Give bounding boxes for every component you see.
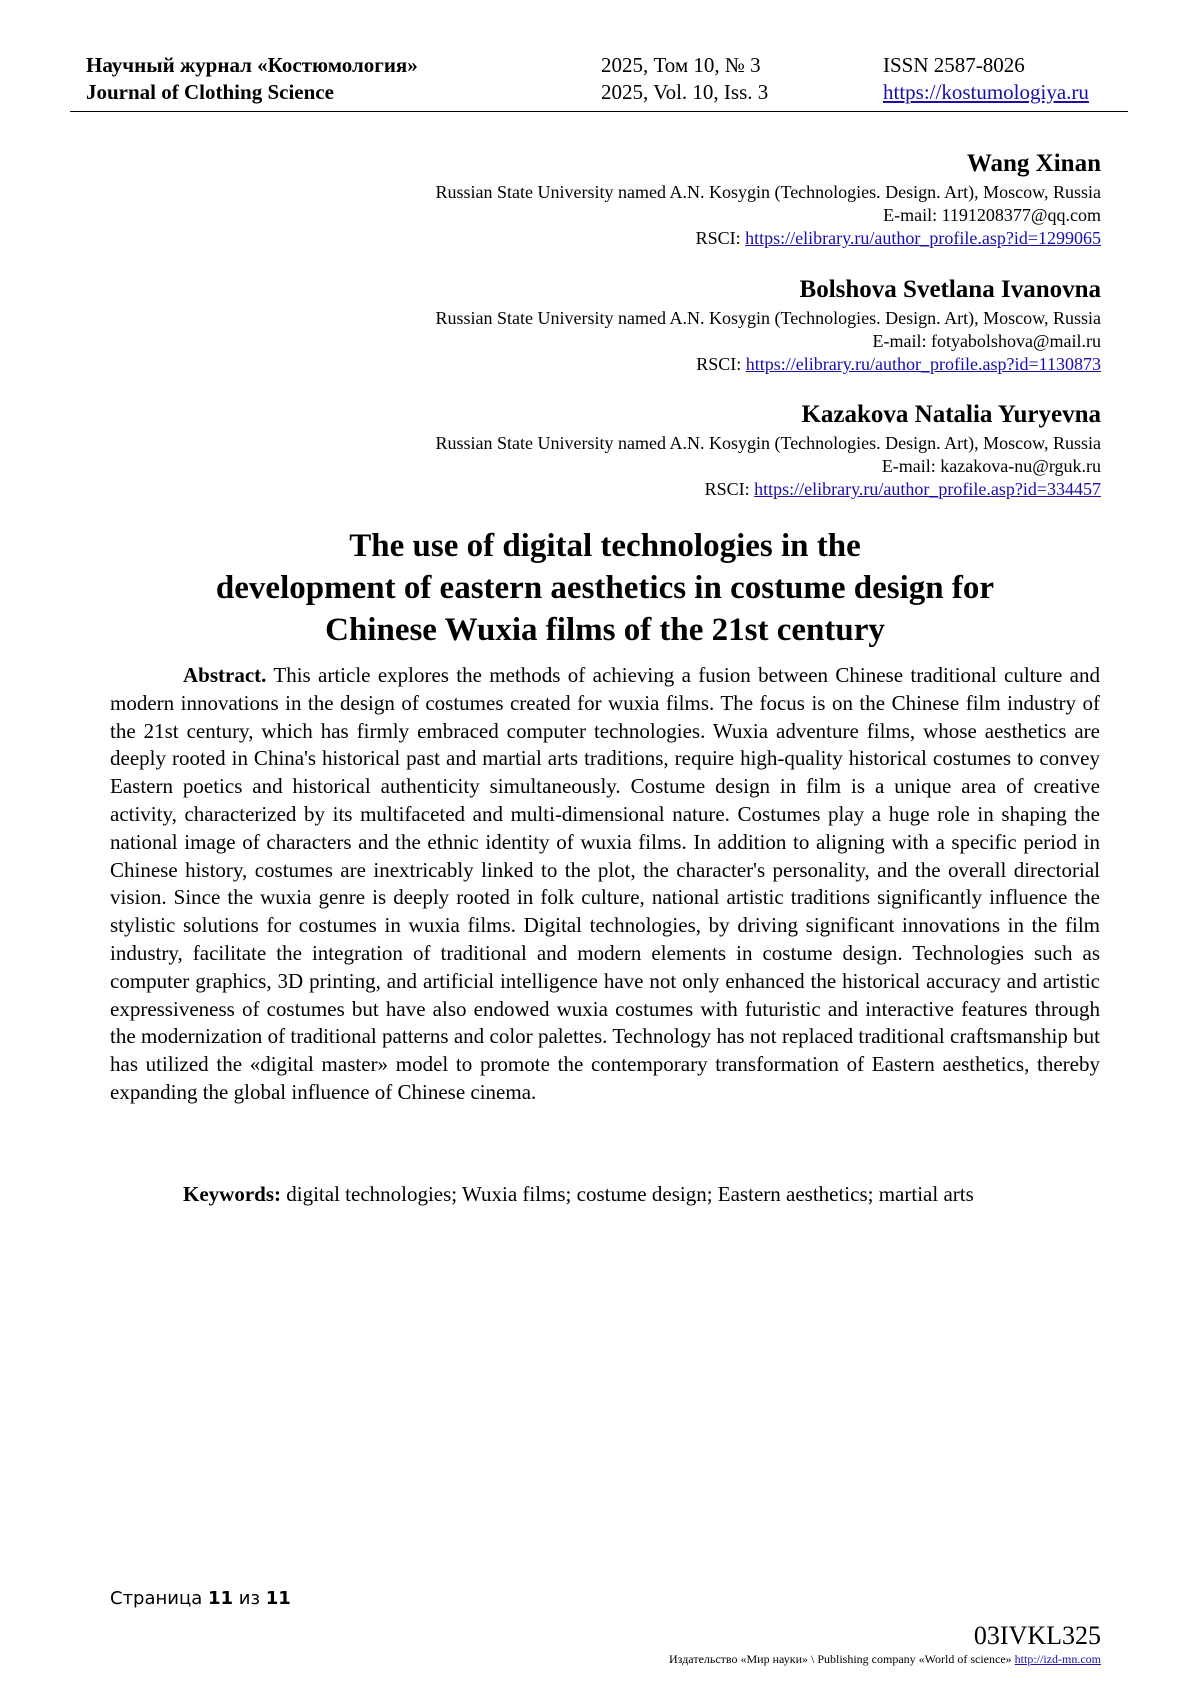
rsci-link[interactable]: https://elibrary.ru/author_profile.asp?id=1299065: [745, 228, 1101, 248]
issn: ISSN 2587-8026: [883, 53, 1025, 77]
publisher-text: Издательство «Мир науки» \ Publishing company «World of science»: [669, 1652, 1015, 1666]
author-block: [435, 399, 1101, 501]
page-current: 11: [207, 1588, 234, 1609]
issn-block: [883, 52, 1089, 106]
article-code: 03IVKL325: [973, 1621, 1101, 1650]
issue-ru: 2025, Том 10, № 3: [601, 53, 761, 77]
issue-en: 2025, Vol. 10, Iss. 3: [601, 80, 769, 104]
author-name: Wang Xinan: [966, 150, 1101, 177]
title-line: The use of digital technologies in the: [349, 528, 861, 564]
rsci-label: RSCI:: [704, 479, 755, 499]
abstract-text: This article explores the methods of achieving a fusion between Chinese traditional culture and modern innovations in the design of costumes created for wuxia films. The focus is on the Chinese film industry of the 21st century, which has firmly embraced computer technologies. Wuxia adventure films, whose aesthetics are deeply rooted in China's historical past and martial arts traditions, require high-quality historical costumes to convey Eastern poetics and historical authenticity simultaneously. Costume design in film is a unique area of creative activity, characterized by its multifaceted and multi-dimensional nature. Costumes play a huge role in shaping the national image of characters and the ethnic identity of wuxia films. In addition to aligning with a specific period in Chinese history, costumes are inextricably linked to the plot, the character's personality, and the overall directorial vision. Since the wuxia genre is deeply rooted in folk culture, national artistic traditions significantly influence the stylistic solutions for costumes in wuxia films. Digital technologies, by driving significant innovations in the film industry, facilitate the integration of traditional and modern elements in costume design. Technologies such as computer graphics, 3D printing, and artificial intelligence have not only enhanced the historical accuracy and artistic expressiveness of costumes but have also endowed wuxia costumes with futuristic and interactive features through the modernization of traditional patterns and color palettes. Technology has not replaced traditional craftsmanship but has utilized the «digital master» model to promote the contemporary transformation of Eastern aesthetics, thereby expanding the global influence of Chinese cinema.: [110, 663, 1100, 1104]
header-divider: [70, 111, 1128, 112]
author-email: E-mail: fotyabolshova@mail.ru: [872, 331, 1101, 351]
author-name: Bolshova Svetlana Ivanovna: [799, 276, 1101, 303]
journal-name-en: Journal of Clothing Science: [86, 80, 334, 104]
rsci-link[interactable]: https://elibrary.ru/author_profile.asp?id=334457: [754, 479, 1101, 499]
rsci-label: RSCI:: [696, 354, 746, 374]
keywords-text: digital technologies; Wuxia films; costume design; Eastern aesthetics; martial arts: [281, 1182, 974, 1206]
author-rsci: [435, 227, 1101, 250]
page-of: из: [233, 1588, 266, 1609]
author-name: Kazakova Natalia Yuryevna: [801, 401, 1101, 428]
page-number: [110, 1588, 291, 1610]
issue-block: [601, 52, 768, 106]
page-total: 11: [265, 1588, 291, 1609]
publisher-link[interactable]: http://izd-mn.com: [1014, 1652, 1101, 1666]
article-title: [110, 525, 1100, 651]
author-block: [435, 148, 1101, 250]
author-email: E-mail: kazakova-nu@rguk.ru: [881, 456, 1101, 476]
author-affiliation: Russian State University named A.N. Kosygin (Technologies. Design. Art), Moscow, Russia: [435, 182, 1101, 202]
author-affiliation: Russian State University named A.N. Kosygin (Technologies. Design. Art), Moscow, Russia: [435, 433, 1101, 453]
rsci-label: RSCI:: [695, 228, 746, 248]
journal-name-block: [86, 52, 418, 106]
author-affiliation: Russian State University named A.N. Kosygin (Technologies. Design. Art), Moscow, Russia: [435, 308, 1101, 328]
journal-name-ru: Научный журнал «Костюмология»: [86, 53, 418, 77]
author-email: E-mail: 1191208377@qq.com: [883, 205, 1101, 225]
journal-website-link[interactable]: https://kostumologiya.ru: [883, 80, 1089, 104]
author-block: [435, 274, 1101, 376]
rsci-link[interactable]: https://elibrary.ru/author_profile.asp?id=1130873: [745, 354, 1101, 374]
author-rsci: [435, 353, 1101, 376]
keywords-paragraph: [110, 1181, 1100, 1208]
abstract-label: Abstract.: [183, 663, 267, 687]
keywords-label: Keywords:: [183, 1182, 281, 1206]
publisher-line: [669, 1652, 1101, 1667]
abstract-paragraph: [110, 662, 1100, 1107]
page-prefix: Страница: [110, 1588, 208, 1609]
title-line: Chinese Wuxia films of the 21st century: [325, 612, 885, 648]
journal-header: [86, 52, 1126, 112]
title-line: development of eastern aesthetics in costume design for: [215, 570, 995, 606]
author-rsci: [435, 478, 1101, 501]
